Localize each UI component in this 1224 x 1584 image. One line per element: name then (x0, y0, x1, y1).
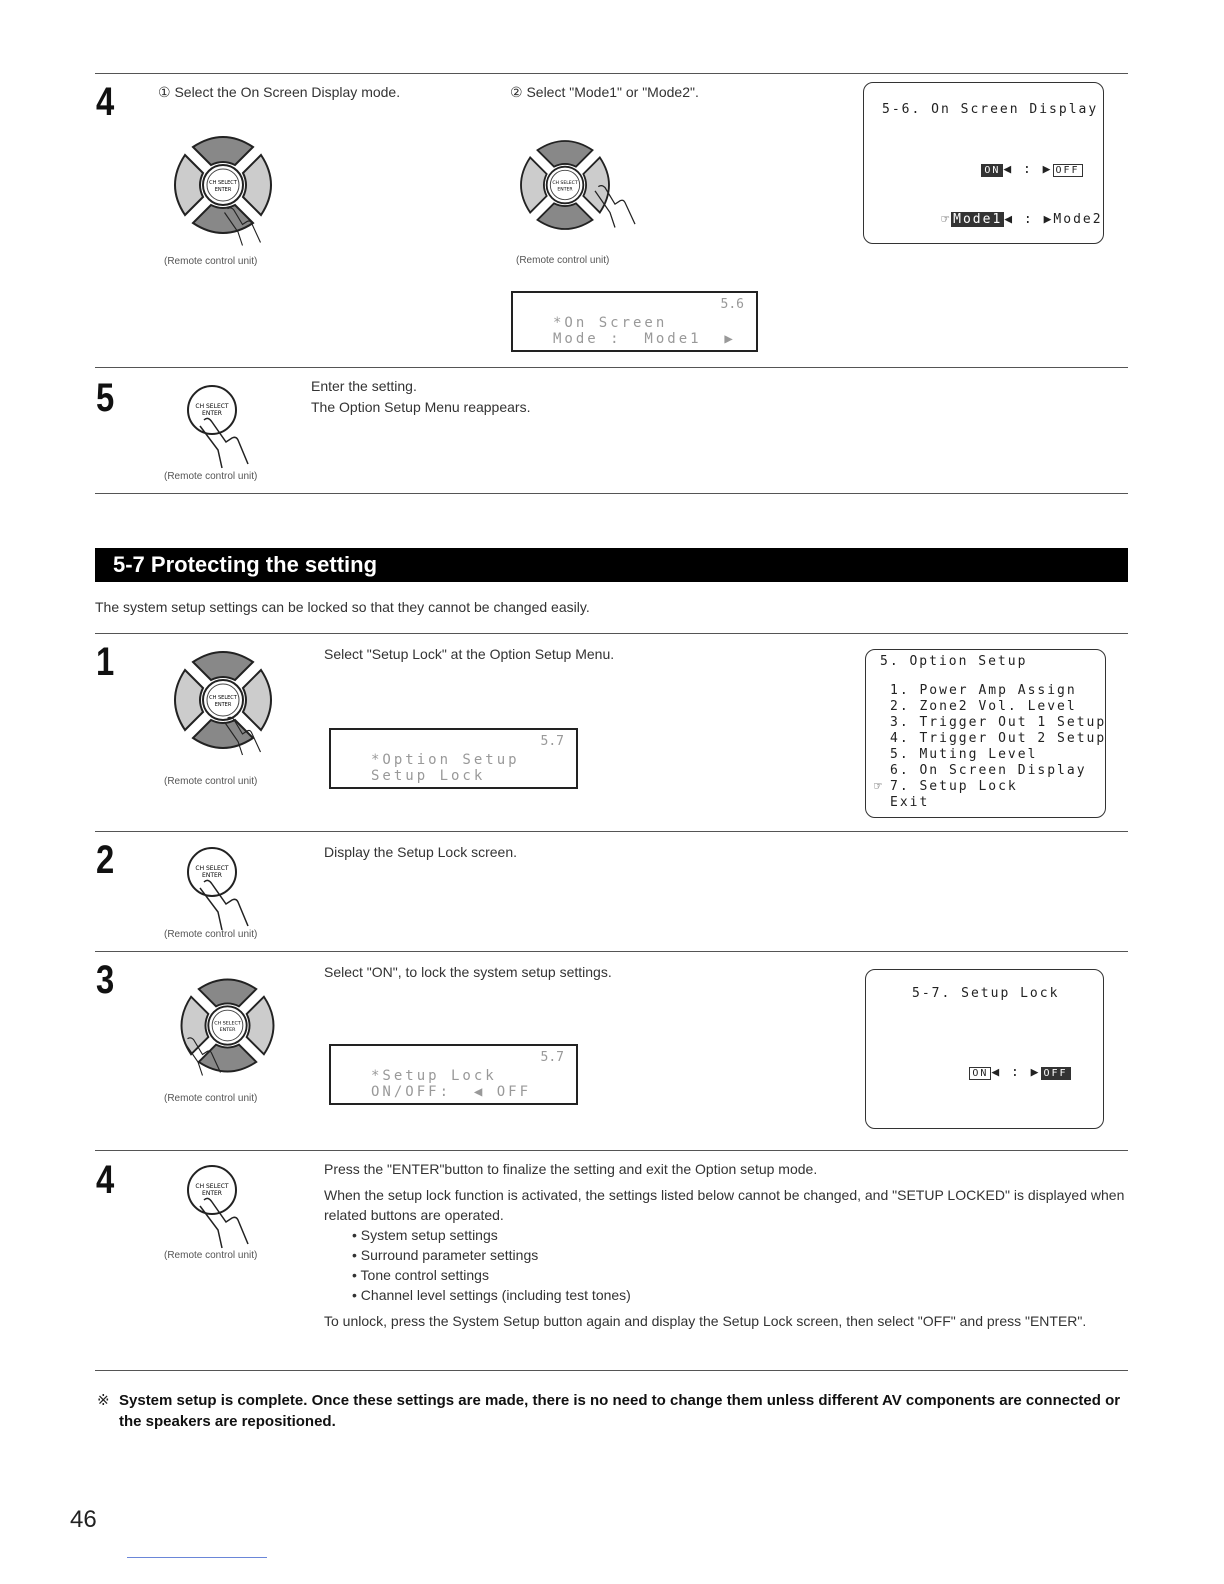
enter-setting-text: Enter the setting. (311, 378, 417, 394)
divider (95, 831, 1128, 832)
lcd-line1: *Option Setup (371, 752, 520, 768)
hand-icon (220, 712, 265, 762)
osd-title: 5-7. Setup Lock (912, 986, 1060, 1001)
page-number: 46 (70, 1506, 97, 1533)
osd-menu-item: 5. Muting Level (890, 747, 1038, 762)
step-number-4: 4 (96, 1158, 115, 1202)
section-title: 5-7 Protecting the setting (113, 552, 378, 577)
step1-text: Select "Setup Lock" at the Option Setup Menu. (324, 646, 615, 662)
caption-remote: (Remote control unit) (164, 256, 258, 267)
lcd-line2: Mode : Mode1 ▶ (553, 331, 736, 347)
lcd-display-56 (511, 291, 758, 352)
step4-paragraph2: When the setup lock function is activated, the settings listed below cannot be changed, and "SETUP LOCKED" is displayed when related buttons are operated. (324, 1187, 1125, 1223)
lcd-display-57-lock (329, 1044, 578, 1105)
osd-on-screen-display (863, 82, 1104, 244)
instruction-select-osd-mode: ① Select the On Screen Display mode. (158, 84, 401, 100)
instruction-select-mode: ② Select "Mode1" or "Mode2". (510, 84, 699, 100)
divider (95, 493, 1128, 494)
locked-settings-list (352, 1225, 631, 1305)
divider (95, 951, 1128, 952)
menu-reappears-text: The Option Setup Menu reappears. (311, 399, 531, 415)
divider (95, 1370, 1128, 1371)
divider (95, 1150, 1128, 1151)
osd-arrows: ◀ : ▶ (991, 1065, 1041, 1080)
step-number-1: 1 (96, 640, 115, 684)
hand-icon (220, 200, 265, 255)
list-item: • Surround parameter settings (352, 1245, 631, 1265)
lcd-tag: 5.6 (720, 297, 744, 312)
step-number-top4: 4 (96, 80, 115, 124)
caption-remote: (Remote control unit) (516, 255, 610, 266)
osd-menu-item: 2. Zone2 Vol. Level (890, 699, 1077, 714)
lcd-line2: ON/OFF: ◀ OFF (371, 1084, 532, 1100)
osd-menu-item: 4. Trigger Out 2 Setup (890, 731, 1107, 746)
step-number-2: 2 (96, 838, 115, 882)
caption-remote: (Remote control unit) (164, 776, 258, 787)
osd-menu-exit: Exit (890, 795, 930, 810)
osd-arrows: ◀ : ▶ (1003, 162, 1053, 177)
caption-remote: (Remote control unit) (164, 1093, 258, 1104)
caption-remote: (Remote control unit) (164, 1250, 258, 1261)
pointer-icon: ☞ (941, 212, 952, 227)
step-number-top5: 5 (96, 376, 115, 420)
section-intro: The system setup settings can be locked so that they cannot be changed easily. (95, 599, 590, 615)
list-item: • Tone control settings (352, 1265, 631, 1285)
enter-button-icon (182, 842, 252, 932)
osd-on-option: ON (969, 1067, 991, 1080)
osd-off-option: OFF (1053, 164, 1083, 177)
section-title-banner (95, 548, 1128, 582)
osd-menu-item: 3. Trigger Out 1 Setup (890, 715, 1107, 730)
osd-mode-row (902, 197, 1103, 242)
osd-on-off-row (930, 1050, 1071, 1095)
osd-setup-lock (865, 969, 1104, 1129)
hand-icon (590, 180, 640, 235)
lcd-line1: *Setup Lock (371, 1068, 497, 1084)
lcd-tag: 5.7 (540, 1050, 564, 1065)
caption-remote: (Remote control unit) (164, 471, 258, 482)
footer-line (127, 1557, 267, 1558)
lcd-display-57-option (329, 728, 578, 789)
step3-text: Select "ON", to lock the system setup settings. (324, 964, 612, 980)
lcd-line2: Setup Lock (371, 768, 486, 784)
osd-menu-item-selected: 7. Setup Lock (890, 779, 1018, 794)
osd-arrows: ◀ : ▶ (1004, 212, 1054, 227)
enter-button-icon (182, 1160, 252, 1250)
osd-option-setup-menu (865, 649, 1106, 818)
osd-off-option: OFF (1041, 1067, 1071, 1080)
osd-title: 5. Option Setup (880, 654, 1028, 669)
list-item: • Channel level settings (including test tones) (352, 1285, 631, 1305)
divider (95, 367, 1128, 368)
osd-menu-item: 1. Power Amp Assign (890, 683, 1077, 698)
osd-on-off-row (942, 147, 1083, 192)
step4-paragraph1: Press the "ENTER"button to finalize the setting and exit the Option setup mode. (324, 1161, 818, 1177)
osd-menu-item: 6. On Screen Display (890, 763, 1087, 778)
osd-mode2-option: Mode2 (1053, 212, 1103, 227)
lcd-line1: *On Screen (553, 315, 668, 331)
list-item: • System setup settings (352, 1225, 631, 1245)
top-rule (95, 73, 1128, 74)
step4-paragraph3: To unlock, press the System Setup button again and display the Setup Lock screen, then select "OFF" and press "ENTER". (324, 1313, 1087, 1329)
osd-on-option: ON (981, 164, 1003, 177)
lcd-tag: 5.7 (540, 734, 564, 749)
osd-mode1-option: Mode1 (953, 212, 1003, 227)
note-mark: ※ (97, 1392, 110, 1409)
step2-text: Display the Setup Lock screen. (324, 844, 517, 860)
completion-note: System setup is complete. Once these settings are made, there is no need to change them unless different AV components are connected or the speakers are repositioned. (119, 1392, 1121, 1430)
caption-remote: (Remote control unit) (164, 929, 258, 940)
pointer-icon: ☞ (874, 779, 884, 794)
hand-icon (180, 1030, 225, 1085)
enter-button-icon (182, 380, 252, 470)
divider (95, 633, 1128, 634)
osd-title: 5-6. On Screen Display (882, 102, 1099, 117)
step-number-3: 3 (96, 958, 115, 1002)
